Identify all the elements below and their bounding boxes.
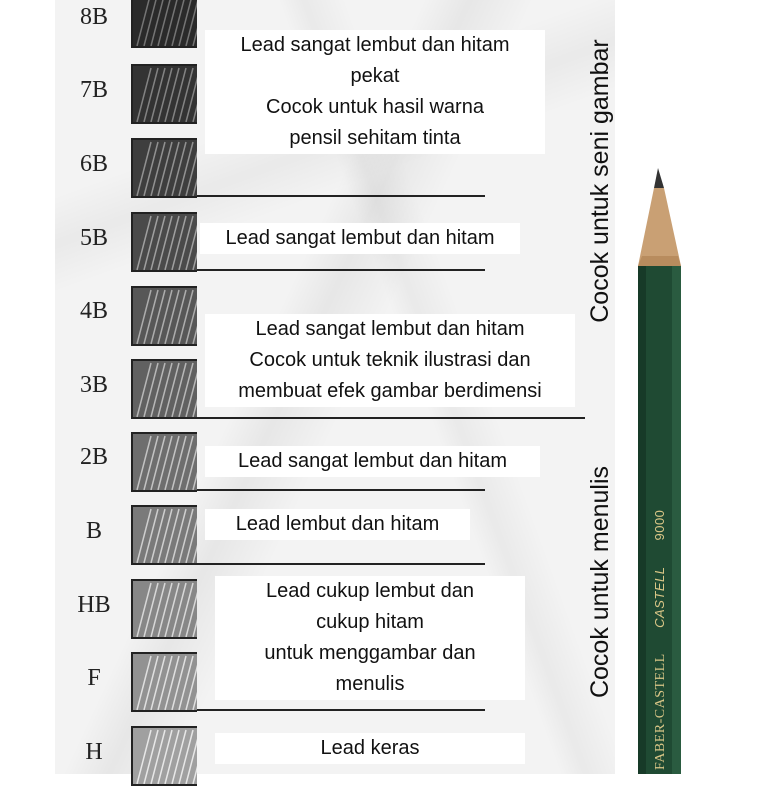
pencil-body-highlight xyxy=(672,266,681,774)
description-hb-f xyxy=(215,576,525,700)
description-line: membuat efek gambar berdimensi xyxy=(238,380,542,402)
swatch-3b xyxy=(131,359,197,419)
swatch-hb xyxy=(131,579,197,639)
hatch-pattern xyxy=(133,140,197,196)
description-8b-6b xyxy=(205,30,545,154)
swatch-6b xyxy=(131,138,197,198)
swatch-h xyxy=(131,726,197,786)
swatch-4b xyxy=(131,286,197,346)
grade-label-7b: 7B xyxy=(79,77,108,103)
description-line: Lead lembut dan hitam xyxy=(235,513,440,535)
swatch-f xyxy=(131,652,197,712)
pencil-lead xyxy=(654,168,664,188)
grade-label-hb: HB xyxy=(77,592,111,618)
grade-label-3b: 3B xyxy=(79,372,108,398)
description-line: Cocok untuk teknik ilustrasi dan xyxy=(249,349,531,371)
divider-line xyxy=(197,417,585,419)
hatch-pattern xyxy=(133,0,197,46)
divider-line xyxy=(197,489,485,491)
grade-label-h: H xyxy=(85,739,103,765)
side-label-art: Cocok untuk seni gambar xyxy=(586,39,614,323)
description-line: Lead sangat lembut dan hitam xyxy=(225,227,495,249)
divider-line xyxy=(197,195,485,197)
description-line: pensil sehitam tinta xyxy=(289,127,461,149)
pencil-wood-edge xyxy=(638,256,681,266)
description-line: Lead sangat lembut dan hitam xyxy=(240,34,510,56)
description-line: cukup hitam xyxy=(316,611,424,633)
hatch-pattern xyxy=(133,66,197,122)
description-line: Cocok untuk hasil warna xyxy=(266,96,484,118)
divider-line xyxy=(197,563,485,565)
hatch-pattern xyxy=(133,581,197,637)
swatch-5b xyxy=(131,212,197,272)
divider-line xyxy=(197,709,485,711)
hatch-pattern xyxy=(133,434,197,490)
pencil-logo-text: CASTELL xyxy=(652,566,667,628)
grade-label-6b: 6B xyxy=(79,151,108,177)
description-b xyxy=(205,509,470,540)
swatch-8b xyxy=(131,0,197,48)
grade-label-4b: 4B xyxy=(79,298,108,324)
divider-line xyxy=(197,269,485,271)
description-line: menulis xyxy=(335,673,405,695)
description-line: pekat xyxy=(350,65,400,87)
hatch-pattern xyxy=(133,654,197,710)
pencil-brand-text: FABER-CASTELL xyxy=(653,653,668,770)
description-line: Lead sangat lembut dan hitam xyxy=(237,450,508,472)
hatch-pattern xyxy=(133,288,197,344)
description-2b xyxy=(205,446,540,477)
grade-label-5b: 5B xyxy=(79,225,108,251)
pencil-wood-tip xyxy=(638,188,681,266)
description-5b xyxy=(200,223,520,254)
side-label-writing: Cocok untuk menulis xyxy=(586,465,614,699)
pencil-model-number: 9000 xyxy=(652,509,667,541)
description-line: untuk menggambar dan xyxy=(264,642,476,664)
swatch-b xyxy=(131,505,197,565)
grade-label-8b: 8B xyxy=(79,4,108,30)
hatch-pattern xyxy=(133,214,197,270)
hatch-pattern xyxy=(133,728,197,784)
grade-label-2b: 2B xyxy=(79,444,108,470)
description-line: Lead keras xyxy=(320,737,420,759)
description-line: Lead sangat lembut dan hitam xyxy=(255,318,525,340)
swatch-7b xyxy=(131,64,197,124)
description-line: Lead cukup lembut dan xyxy=(266,580,474,602)
hatch-pattern xyxy=(133,361,197,417)
hatch-pattern xyxy=(133,507,197,563)
swatch-2b xyxy=(131,432,197,492)
grade-label-f: F xyxy=(87,665,101,691)
description-4b-3b xyxy=(205,314,575,407)
pencil-body-shade xyxy=(638,266,646,774)
grade-label-b: B xyxy=(85,518,102,544)
description-h xyxy=(215,733,525,764)
